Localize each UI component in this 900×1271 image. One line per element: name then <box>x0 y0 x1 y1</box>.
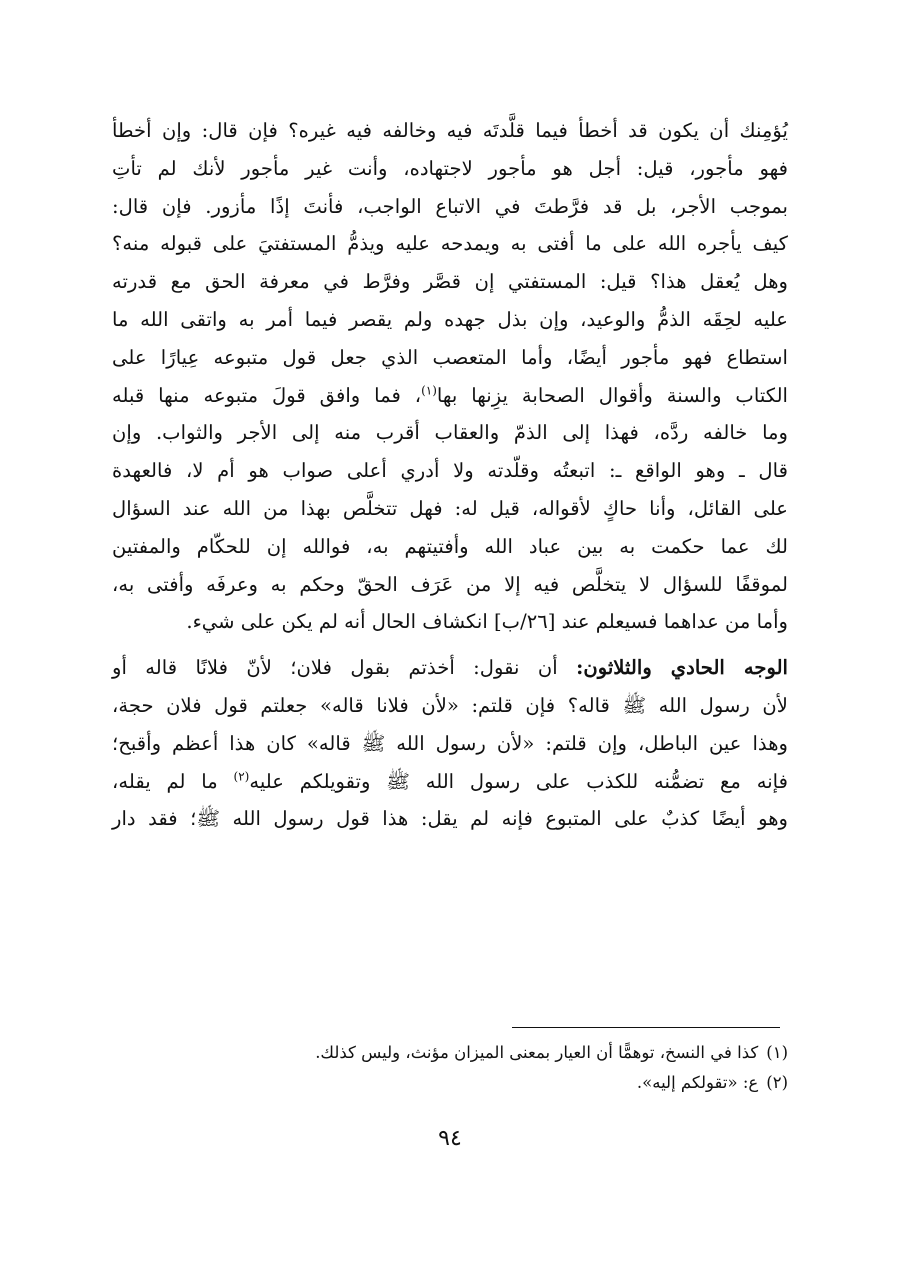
text-line: لأن رسول الله ﷺ قاله؟ فإن قلتم: «لأن فلانا قاله» جعلتم قول فلان حجة، <box>112 693 788 717</box>
text-line: عليه لحِقَه الذمُّ والوعيد، وإن بذل جهده ولم يقصر فيما أمر به واتقى الله ما <box>112 307 788 331</box>
text-line: كيف يأجره الله على ما أفتى به ويمدحه عليه ويذمُّ المستفتيَ على قبوله منه؟ <box>112 232 788 256</box>
footnote-separator <box>512 1027 780 1028</box>
text-line-with-footnote-ref <box>112 377 788 415</box>
text-line: وهل يُعقل هذا؟ قيل: المستفتي إن قصَّر وفرَّط في معرفة الحق مع قدرته <box>112 270 788 294</box>
text-line: بموجب الأجر، بل قد فرَّطتَ في الاتباع الواجب، فأنتَ إذًا مأزور. فإن قال: <box>112 194 788 218</box>
footnote-1 <box>112 1038 788 1068</box>
text-line-with-footnote-ref <box>112 763 788 801</box>
footnote-text: كذا في النسخ، توهمًّا أن العيار بمعنى الميزان مؤنث، وليس كذلك. <box>315 1043 759 1062</box>
text-fragment: ، فما وافق قولَ متبوعه منها قبله <box>112 383 422 407</box>
footnote-2 <box>112 1068 788 1098</box>
footnotes <box>112 1038 788 1098</box>
text-line: فهو مأجور، قيل: أجل هو مأجور لاجتهاده، وأنت غير مأجور لأنك لم تأتِ <box>112 156 788 180</box>
footnote-ref-1[interactable]: (١) <box>421 383 437 398</box>
text-line: يُؤمِنك أن يكون قد أخطأ فيما قلَّدتَه فيه وخالفه فيه غيره؟ فإن قال: وإن أخطأ <box>112 119 788 142</box>
text-fragment: أن نقول: أخذتم بقول فلان؛ لأنّ فلانًا قاله أو <box>112 656 577 680</box>
text-line: وهو أيضًا كذبٌ على المتبوع فإنه لم يقل: هذا قول رسول الله ﷺ؛ فقد دار <box>112 807 788 831</box>
footnote-ref-2[interactable]: (٢) <box>233 769 250 784</box>
paragraph-gap <box>112 641 788 649</box>
text-line: استطاع فهو مأجور أيضًا، وأما المتعصب الذي جعل قول متبوعه عِيارًا على <box>112 345 788 369</box>
text-fragment: الكتاب والسنة وأقوال الصحابة يزِنها بها <box>436 383 788 407</box>
text-line: وما خالفه ردَّه، فهذا إلى الذمّ والعقاب أقرب منه إلى الأجر والثواب. وإن <box>112 421 788 445</box>
footnote-text: ع: «تقولكم إليه». <box>636 1073 759 1092</box>
text-line: وهذا عين الباطل، وإن قلتم: «لأن رسول الله ﷺ قاله» كان هذا أعظم وأقبح؛ <box>112 731 788 755</box>
text-line: وأما من عداهما فسيعلم عند [٢٦/ب] انكشاف الحال أنه لم يكن على شيء. <box>186 610 788 634</box>
text-line: قال ـ وهو الواقع ـ: اتبعتُه وقلّدته ولا أدري أعلى صواب هو أم لا، فالعهدة <box>112 459 788 483</box>
main-text <box>112 112 788 838</box>
text-fragment: فإنه مع تضمُّنه للكذب على رسول الله ﷺ وتقويلكم عليه <box>249 769 788 793</box>
text-line: على القائل، وأنا حاكٍ لأقواله، قيل له: فهل تتخلَّص بهذا من الله عند السؤال <box>112 496 788 520</box>
footnote-number: (١) <box>766 1043 788 1062</box>
text-line: لك عما حكمت به بين عباد الله وأفتيتهم به، فوالله إن للحكّام والمفتين <box>112 534 788 558</box>
footnote-number: (٢) <box>766 1073 788 1092</box>
text-line: لموقفًا للسؤال لا يتخلَّص فيه إلا من عَرَف الحقّ وحكم به وعرفَه وأفتى به، <box>112 572 788 596</box>
page-number: ٩٤ <box>438 1126 462 1151</box>
text-fragment: ما لم يقله، <box>112 769 234 793</box>
section-heading: الوجه الحادي والثلاثون: <box>576 656 788 680</box>
paragraph-heading-line <box>112 649 788 687</box>
